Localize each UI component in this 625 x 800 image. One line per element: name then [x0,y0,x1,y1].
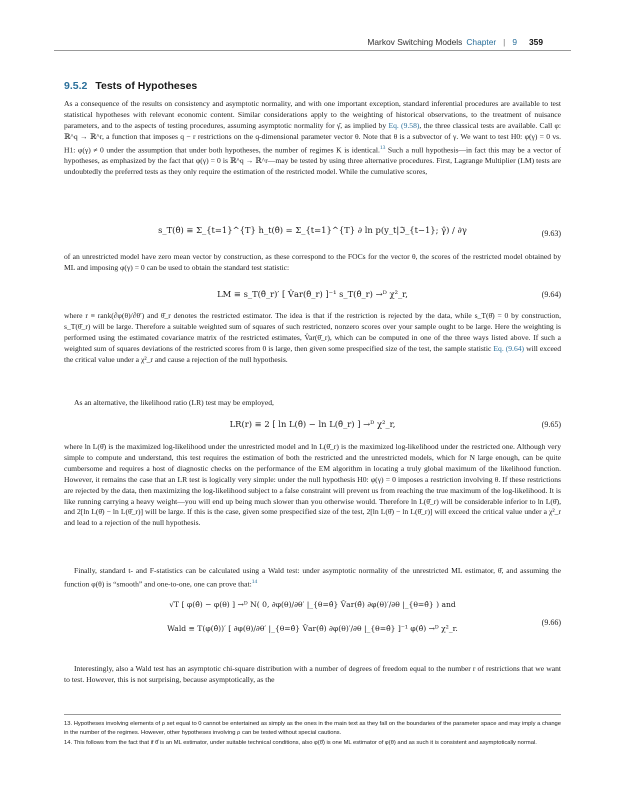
equation-9-65 [64,415,561,441]
para2-text: of an unrestricted model have zero mean vector by construction, as these correspond to the FOCs for the vector θ, the scores of the restricted model obtained by ML and imposing φ(γ) = 0 can be used to obtain the standard test statistic: [64,252,561,272]
para6-text: Finally, standard t- and F-statistics can be calculated using a Wald test: under asymptotic normality of the unrestricted ML estimator, θ̂, and assuming the function φ(θ) is “smooth” and one-to-one, one can prove that: [64,566,561,589]
footnote-13-marker[interactable]: 13 [379,144,386,151]
paragraph-6 [64,566,561,590]
equation-9-65-number: (9.65) [541,420,561,429]
para3-text-b: will exceed the critical value under a χ²_r and cause a rejection of the null hypothesis. [64,343,562,364]
equation-9-65-body: LR(r) ≡ 2 [ ln L(θ̂) − ln L(θ̂_r) ] →ᴰ χ²_r, [229,419,396,429]
paragraph-3 [64,311,561,366]
equation-9-66-number: (9.66) [541,618,561,627]
running-head-title: Markov Switching Models [367,37,463,47]
header-rule [54,50,571,51]
paragraph-2 [64,252,561,274]
equation-9-66-line2: Wald ≡ T(φ(θ̂))′ [ ∂φ(θ)/∂θ′ |_{θ=θ̂} V̂ar(θ̂) ∂φ(θ)′/∂θ |_{θ=θ̂} ]⁻¹ φ(θ̂) →ᴰ χ²_r. [167,624,458,633]
footnote-rule [64,714,561,715]
equation-9-63-number: (9.63) [541,229,561,238]
section-heading [64,80,197,92]
paragraph-1 [64,99,561,178]
para3-text-a: where r ≡ rank(∂φ(θ)/∂θ′) and θ̂_r denotes the restricted estimator. The idea is that if the restriction is rejected by the data, while s_T(θ̂) = 0 by construction, s_T(θ̂_r) will be large. Therefore a suitable weighted sum of squares of such restricted, nonzero scores over your sample ought to be large. Here the weighting is performed using the estimated covariance matrix of the restricted estimates, V̂ar(θ̂_r), which can be computed in one of the three ways listed above. If such a weighted sum of squares deviations of the restricted scores from 0 is large, then given some prespecified size of the test, the sample statistic [64,311,561,353]
running-head-chapter: Chapter [466,37,497,47]
para7-text: Interestingly, also a Wald test has an asymptotic chi-square distribution with a number of degrees of freedom equal to the number r of restrictions that we want to test. However, this is not surprising, because asymptotically, as the [64,664,561,684]
section-number: 9.5.2 [64,80,88,92]
para1-text-b: , the three classical tests are available. Call φ: ℝ^q → ℝ^r, a function that imposes q − r restrictions on the q-dimensional parameter vector θ. Note that θ is a subvector of γ. We want to test H0: φ(γ) = 0 vs. H1: φ(γ) ≠ 0 under the assumption that under both hypotheses, the number of regimes K is identical. [64,120,561,155]
running-head-separator: | [503,37,506,47]
eq-958-link[interactable]: Eq. (9.58) [388,120,420,130]
para1-text-c: Such a null hypothesis—in fact this may be a vector of hypotheses, as emphasized by the fact that φ(γ) = 0 is ℝ^q → ℝ^r—may be tested by using three alternative procedures. First, Lagrange Multiplier (LM) tests are undoubtedly the preferred tests as they only require the estimation of the restricted model. While the cumulative scores, [64,145,561,176]
para1-text-a: As a consequence of the results on consistency and asymptotic normality, and with one important exception, standard inferential procedures are available to test statistical hypotheses with relevant economic content. Similar considerations apply to the weighting of historical observations, to the treatment of nuisance parameters, and to the aspects of testing procedures, assuming asymptotic normality for γ̂, as implied by [64,99,561,130]
equation-9-64 [64,285,561,309]
running-head-chapter-number: 9 [512,37,518,47]
footnotes [64,714,561,750]
footnote-14: 14. This follows from the fact that if θ̂ is an ML estimator, under suitable technical conditions, also φ(θ̂) is one ML estimator of φ(θ) and as such it is consistent and asymptotically normal. [64,740,537,747]
equation-9-66-line1-body: √T [ φ(θ̂) − φ(θ) ] →ᴰ N( 0, ∂φ(θ)/∂θ′ |_{θ=θ̂} V̂ar(θ̂) ∂φ(θ)′/∂θ |_{θ=θ̂} ) [169,600,440,609]
equation-9-63-body: s_T(θ̂) ≡ Σ_{t=1}^{T} h_t(θ̂) = Σ_{t=1}^{T} ∂ ln p(y_t|ℑ_{t−1}; γ̂) / ∂γ [158,225,467,235]
eq-964-link[interactable]: Eq. (9.64) [493,343,525,353]
running-head [367,37,543,47]
footnote-14-marker[interactable]: 14 [251,578,258,585]
para5-text: where ln L(θ̂) is the maximized log-likelihood under the unrestricted model and ln L(θ̂_r) is the maximized log-likelihood under the restricted one. Although very simple to compute and understand, this test requires the estimation of both the restricted and the unrestricted models, which for N large enough, can be quite cumbersome and requires a host of diagnostic checks on the performance of the EM algorithm in locating a truly global maximum of the likelihood function. However, it remains the case that an LR test is logically very simple: under the null hypothesis H0: φ(γ) = 0 imposes a restriction involving θ. If these restrictions are rejected by the data, then maximizing the log-likelihood subject to a false constraint will prevent us from reaching the true maximum of the log-likelihood. It is like running carrying a heavy weight—you will end up being much slower than you otherwise would. Therefore ln L(θ̂_r) will be considerable inferior to ln L(θ̂), and 2[ln L(θ̂) − ln L(θ̂_r)] will be large. If this is the case, given some prespecified size of the test, 2[ln L(θ̂) − ln L(θ̂_r)] will exceed the critical value under a χ²_r and lead to a rejection of the null hypothesis. [64,442,561,528]
footnote-13: 13. Hypotheses involving elements of ρ set equal to 0 cannot be entertained as simply as the ones in the main text as they fall on the boundaries of the parameter space and may imply a change in the number of the regimes. However, other hypotheses involving ρ can be tested without special cautions. [64,721,561,737]
equation-9-66 [64,596,561,652]
equation-9-66-line1 [64,600,561,609]
paragraph-5 [64,442,561,529]
paragraph-7 [64,664,561,686]
para4-text: As an alternative, the likelihood ratio (LR) test may be employed, [74,398,274,407]
equation-9-63 [64,221,561,251]
equation-9-64-number: (9.64) [541,290,561,299]
paragraph-4 [64,398,561,409]
section-title: Tests of Hypotheses [95,80,198,92]
page-number: 359 [529,37,543,47]
equation-9-66-and: and [441,600,456,609]
equation-9-64-body: LM ≡ s_T(θ̂_r)′ [ V̂ar(θ̂_r) ]⁻¹ s_T(θ̂_r) →ᴰ χ²_r, [217,289,408,299]
